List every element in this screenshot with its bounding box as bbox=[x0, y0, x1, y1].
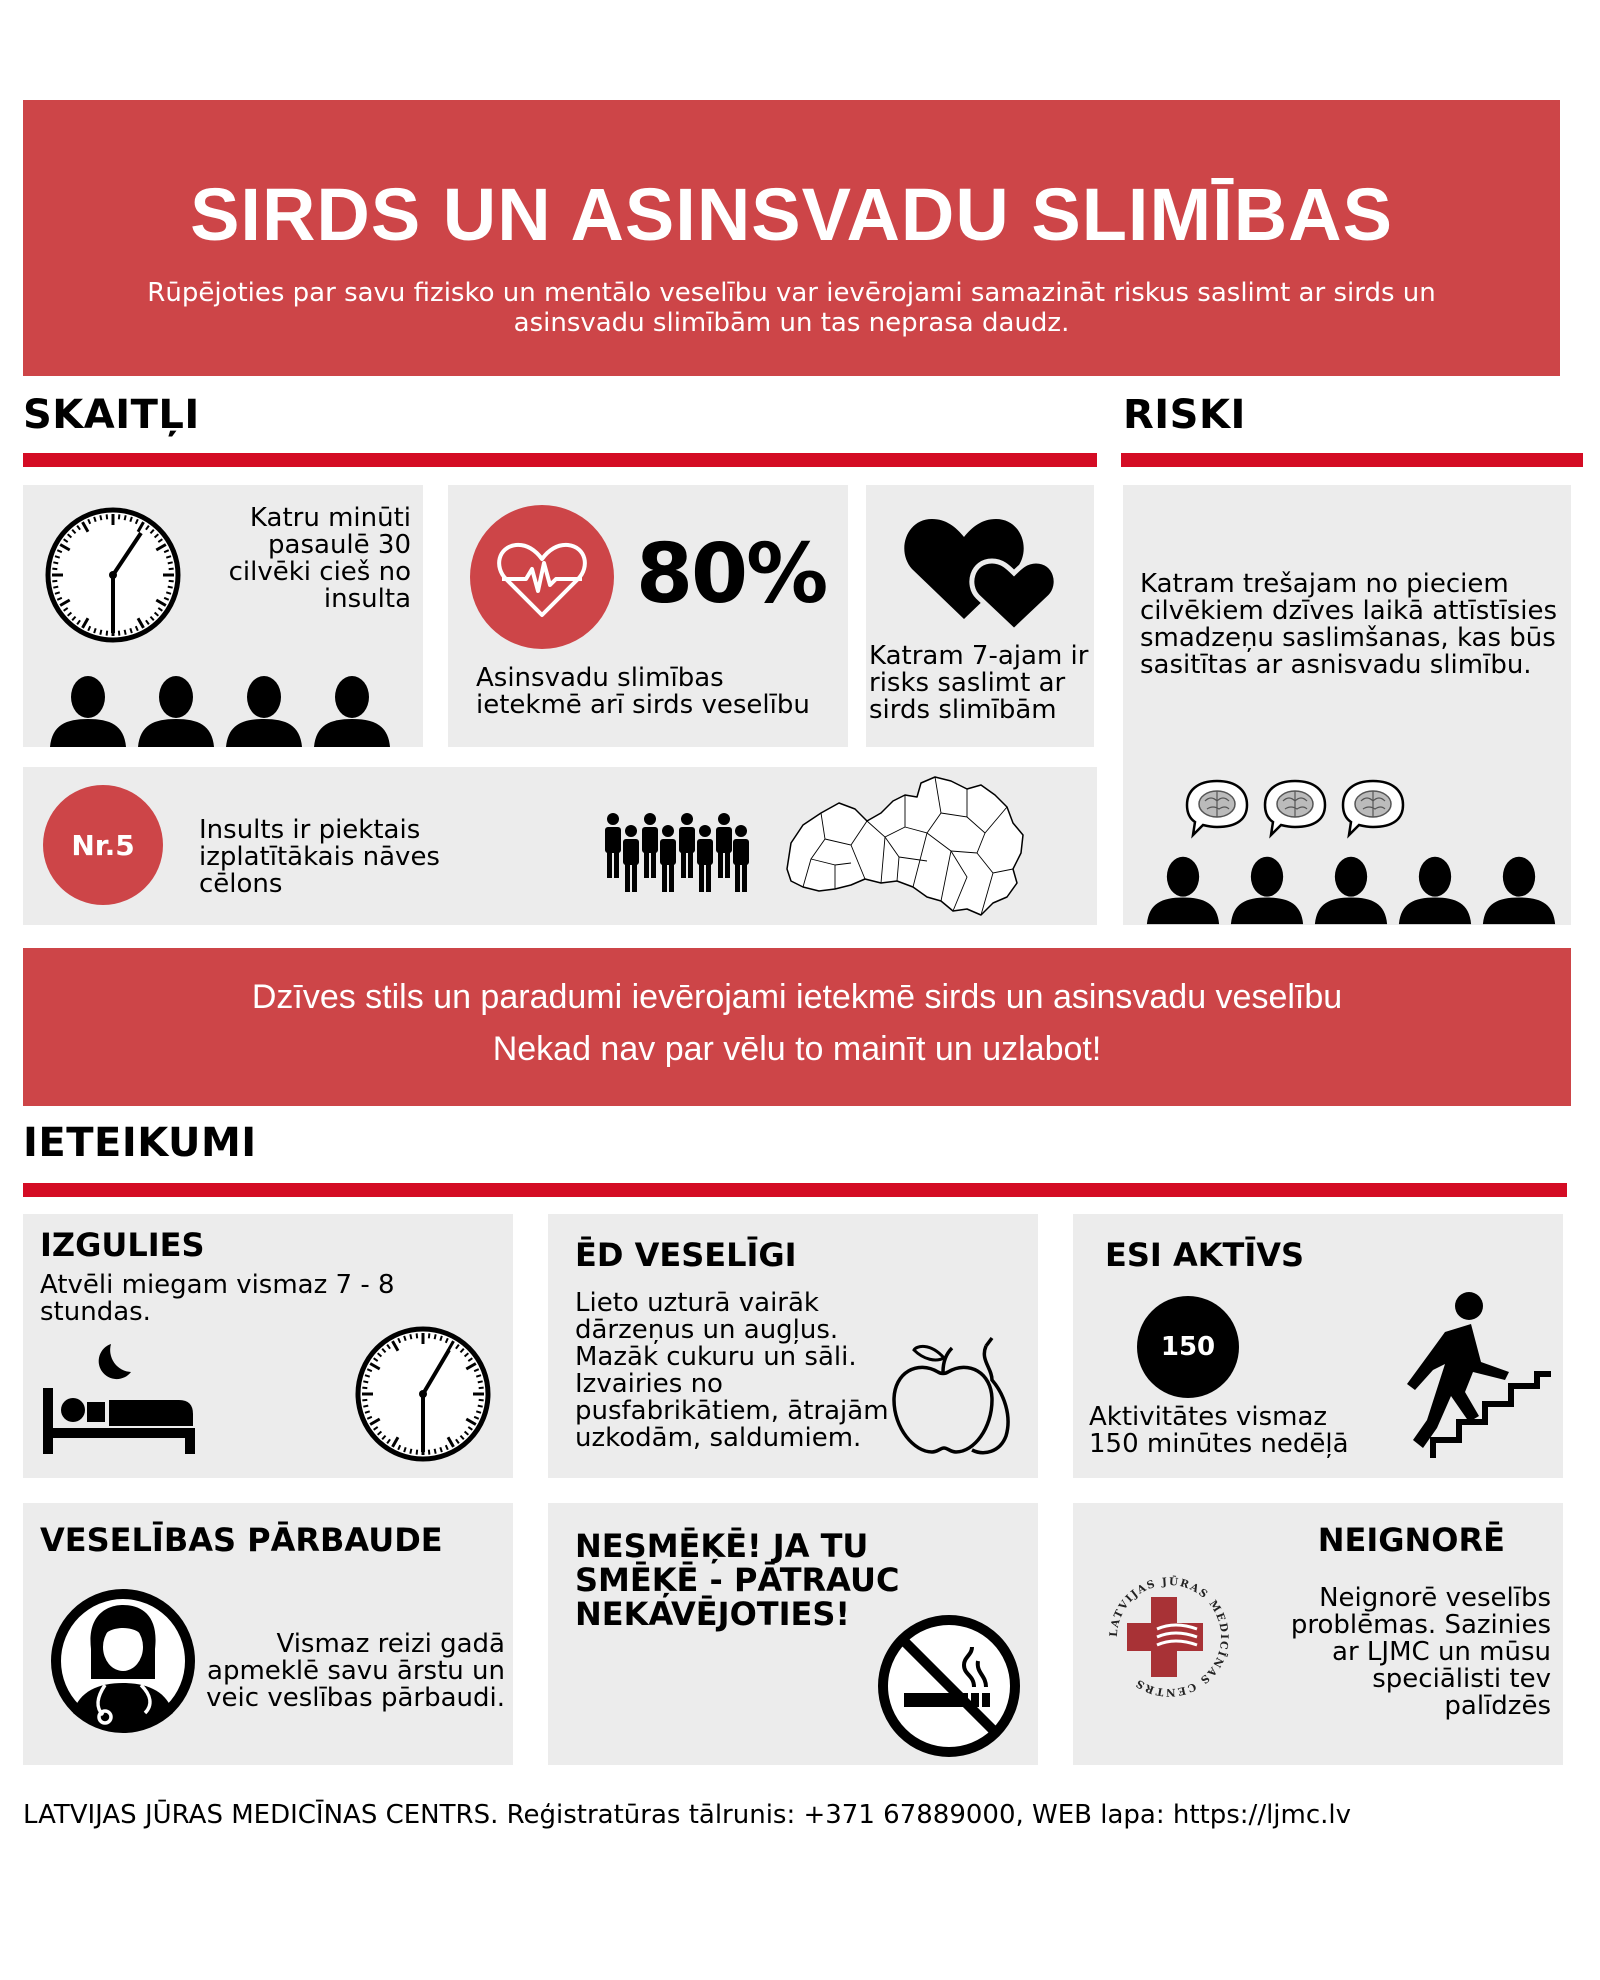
brains-row bbox=[1183, 777, 1407, 839]
clock-tick bbox=[107, 631, 108, 636]
clock-tick bbox=[100, 515, 101, 520]
lifestyle-banner bbox=[23, 948, 1571, 1106]
header-banner bbox=[23, 100, 1560, 376]
clock-tick bbox=[100, 630, 101, 635]
minutes-badge bbox=[1137, 1296, 1239, 1398]
clock-tick bbox=[362, 1400, 367, 1401]
clock-tick bbox=[478, 1406, 483, 1407]
clock-tick bbox=[478, 1381, 483, 1382]
clock-tick bbox=[410, 1334, 411, 1339]
tip-card-dont-ignore bbox=[1073, 1503, 1563, 1765]
tip-card-active bbox=[1073, 1214, 1563, 1478]
clock-tick bbox=[52, 581, 57, 582]
tip-text: Neignorē veselībs problēmas. Sazinies ar LJMC un mūsu speciālisti tev palīdzēs bbox=[1290, 1583, 1551, 1721]
clock-icon bbox=[353, 1324, 493, 1464]
brain-bubble-icon bbox=[1339, 777, 1407, 839]
clock-tick bbox=[479, 1400, 484, 1401]
banner-line-2: Nekad nav par vēlu to mainīt un uzlabot! bbox=[492, 1030, 1102, 1068]
clock-tick bbox=[435, 1449, 436, 1454]
rank-badge-label: Nr.5 bbox=[71, 828, 135, 862]
two-hearts-icon bbox=[902, 511, 1072, 631]
brain-bubble-icon bbox=[1261, 777, 1329, 839]
tip-card-eat bbox=[548, 1214, 1038, 1478]
clock-tick bbox=[169, 581, 174, 582]
clock-tick bbox=[169, 569, 174, 570]
riski-rule bbox=[1121, 453, 1583, 467]
person-icon bbox=[48, 673, 128, 747]
clock-tick bbox=[479, 1388, 484, 1389]
clock-tick bbox=[362, 1388, 367, 1389]
clock-card bbox=[23, 485, 423, 747]
clock-tick bbox=[52, 569, 57, 570]
tip-card-checkup bbox=[23, 1503, 513, 1765]
person-icon bbox=[224, 673, 304, 747]
climbing-stairs-icon bbox=[1375, 1288, 1555, 1468]
riski-heading: RISKI bbox=[1123, 392, 1246, 438]
riski-card bbox=[1123, 485, 1571, 925]
skaitli-heading: SKAITĻI bbox=[23, 392, 200, 438]
tip-title: NEIGNORĒ bbox=[1317, 1521, 1505, 1559]
skaitli-rule bbox=[23, 453, 1097, 467]
banner-line-1: Dzīves stils un paradumi ievērojami ietekmē sirds un asinsvadu veselību bbox=[251, 978, 1343, 1016]
tip-title: NESMĒĶĒ! JA TU SMĒĶĒ - PĀTRAUC NEKAVĒJOTIES! bbox=[575, 1527, 900, 1633]
tip-text: Vismaz reizi gadā apmeklē savu ārstu un veic veslības pārbaudi. bbox=[206, 1629, 505, 1713]
person-icon bbox=[1481, 853, 1557, 925]
person-icon bbox=[1229, 853, 1305, 925]
page-title: SIRDS UN ASINSVADU SLIMĪBAS bbox=[190, 173, 1393, 256]
percent-card bbox=[448, 485, 848, 747]
tip-title: IZGULIES bbox=[40, 1226, 205, 1264]
clock-tick bbox=[168, 562, 173, 563]
rank-card bbox=[23, 767, 1097, 925]
clock-tick bbox=[53, 562, 58, 563]
fruit-icon bbox=[888, 1332, 1020, 1460]
brain-bubble-icon bbox=[1183, 777, 1251, 839]
tip-title: VESELĪBAS PĀRBAUDE bbox=[40, 1521, 443, 1559]
clock-tick bbox=[429, 1450, 430, 1455]
riski-text: Katram trešajam no pieciem cilvēkiem dzīves laikā attīstīsies smadzeņu saslimšanas, kas būs sasitītas ar asnisvadu slimību. bbox=[1140, 569, 1558, 680]
tip-card-sleep bbox=[23, 1214, 513, 1478]
people-row bbox=[1145, 853, 1557, 925]
clock-tick bbox=[363, 1406, 368, 1407]
hearts-card-text: Katram 7-ajam ir risks saslimt ar sirds slimībām bbox=[869, 641, 1089, 725]
person-icon bbox=[136, 673, 216, 747]
clock-tick bbox=[417, 1450, 418, 1455]
clock-tick bbox=[119, 514, 120, 519]
clock-tick bbox=[410, 1449, 411, 1454]
logo-ring-text: LATVIJAS JŪRAS MEDICĪNAS CENTRS bbox=[1107, 1575, 1231, 1699]
tip-text: Aktivitātes vismaz 150 minūtes nedēļā bbox=[1089, 1402, 1349, 1459]
clock-tick bbox=[107, 514, 108, 519]
clock-tick bbox=[429, 1333, 430, 1338]
heart-pulse-icon bbox=[470, 505, 614, 649]
clock-tick bbox=[125, 630, 126, 635]
rank-card-text: Insults ir piektais izplatītākais nāves cēlons bbox=[199, 815, 440, 899]
tip-text: Lieto uzturā vairāk dārzeņus un augļus. Mazāk cukuru un sāli. Izvairies no pusfabrikātiem, ātrajām uzkodām, saldumiem. bbox=[575, 1288, 889, 1453]
page-subtitle: Rūpējoties par savu fizisko un mentālo veselību var ievērojami samazināt riskus saslimt ar sirds un asinsvadu slimībām un tas neprasa daudz. bbox=[147, 278, 1436, 338]
ljmc-logo-icon bbox=[1101, 1569, 1237, 1705]
clock-tick bbox=[435, 1334, 436, 1339]
percent-value: 80% bbox=[636, 527, 827, 622]
person-icon bbox=[1397, 853, 1473, 925]
clock-tick bbox=[417, 1333, 418, 1338]
minutes-badge-label: 150 bbox=[1160, 1332, 1216, 1362]
tip-text: Atvēli miegam vismaz 7 - 8 stundas. bbox=[40, 1270, 395, 1327]
ieteikumi-heading: IETEIKUMI bbox=[23, 1120, 257, 1166]
tip-title: ESI AKTĪVS bbox=[1105, 1236, 1305, 1274]
person-icon bbox=[312, 673, 392, 747]
percent-card-text: Asinsvadu slimības ietekmē arī sirds veselību bbox=[476, 663, 810, 720]
clock-tick bbox=[53, 587, 58, 588]
hearts-card bbox=[866, 485, 1094, 747]
clock-icon bbox=[43, 505, 183, 645]
ieteikumi-rule bbox=[23, 1183, 1567, 1197]
sleeping-bed-icon bbox=[39, 1336, 199, 1458]
tip-title: ĒD VESELĪGI bbox=[575, 1236, 797, 1274]
tip-card-smoking bbox=[548, 1503, 1038, 1765]
person-icon bbox=[1145, 853, 1221, 925]
no-smoking-icon bbox=[876, 1613, 1022, 1759]
clock-tick bbox=[363, 1381, 368, 1382]
crowd-icon bbox=[603, 812, 753, 894]
rank-badge bbox=[43, 785, 163, 905]
clock-tick bbox=[119, 631, 120, 636]
clock-card-text: Katru minūti pasaulē 30 cilvēki cieš no insulta bbox=[228, 503, 411, 614]
clock-tick bbox=[168, 587, 173, 588]
people-row bbox=[48, 673, 392, 747]
footer: LATVIJAS JŪRAS MEDICĪNAS CENTRS. Reģistratūras tālrunis: +371 67889000, WEB lapa: https://ljmc.lv bbox=[23, 1800, 1352, 1830]
latvia-map-icon bbox=[781, 773, 1031, 921]
doctor-icon bbox=[47, 1585, 199, 1737]
clock-tick bbox=[125, 515, 126, 520]
person-icon bbox=[1313, 853, 1389, 925]
